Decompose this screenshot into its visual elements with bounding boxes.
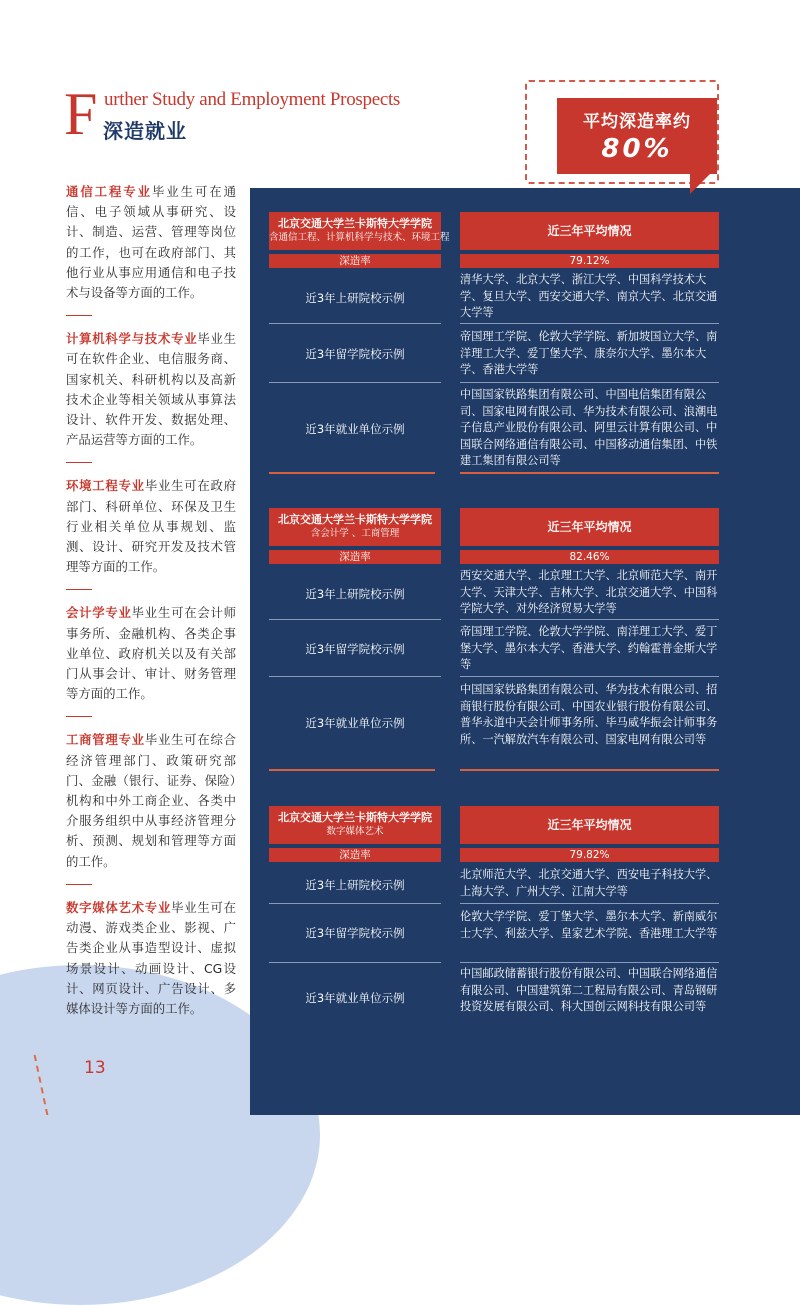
row-text: 帝国理工学院、伦敦大学学院、南洋理工大学、爱丁堡大学、墨尔本大学、香港大学、约翰霍普金斯大学等 — [460, 625, 718, 671]
row-label: 近3年上研院校示例 — [305, 587, 405, 601]
row-divider — [269, 323, 441, 324]
row-divider — [269, 382, 441, 383]
school-stats-block — [269, 212, 719, 477]
row-divider — [269, 903, 441, 904]
row-label: 近3年留学院校示例 — [305, 347, 405, 361]
major-name: 计算机科学与技术专业 — [66, 331, 198, 347]
school-name: 北京交通大学兰卡斯特大学学院 — [278, 811, 432, 824]
row-divider — [460, 903, 719, 904]
title-english: urther Study and Employment Prospects — [104, 89, 401, 110]
avg-header: 近三年平均情况 — [460, 508, 719, 546]
block-bottom-bar — [460, 472, 719, 474]
major-name: 环境工程专业 — [66, 478, 145, 494]
majors-description-list — [66, 182, 236, 1019]
major-name: 会计学专业 — [66, 605, 132, 621]
row-text: 清华大学、北京大学、浙江大学、中国科学技术大学、复旦大学、西安交通大学、南京大学、北京交通大学等 — [460, 273, 718, 319]
school-header — [269, 212, 450, 250]
major-desc: 毕业生可在综合经济管理部门、政策研究部门、金融（银行、证券、保险）机构和中外工商企业、各类中介服务组织中从事经济管理分析、预测、规划和管理等方面的工作。 — [66, 732, 237, 869]
major-item — [66, 476, 236, 577]
major-item — [66, 182, 236, 303]
major-desc: 毕业生可在会计师事务所、金融机构、各类企事业单位、政府机关以及有关部门从事会计、审计、财务管理等方面的工作。 — [66, 605, 237, 702]
school-name: 北京交通大学兰卡斯特大学学院 — [278, 513, 432, 526]
row-label: 近3年留学院校示例 — [305, 642, 405, 656]
school-majors: 数字媒体艺术 — [326, 826, 384, 837]
block-bottom-bar — [269, 472, 435, 474]
row-label: 近3年留学院校示例 — [305, 926, 405, 940]
avg-header: 近三年平均情况 — [460, 806, 719, 844]
row-divider — [269, 619, 441, 620]
school-name: 北京交通大学兰卡斯特大学学院 — [278, 217, 432, 230]
row-divider — [269, 962, 441, 963]
row-text: 帝国理工学院、伦敦大学学院、新加坡国立大学、南洋理工大学、爱丁堡大学、康奈尔大学、墨尔本大学、香港大学等 — [460, 330, 718, 376]
school-header — [269, 806, 441, 844]
school-majors: 含通信工程、计算机科学与技术、环境工程 — [269, 232, 450, 243]
row-label: 近3年就业单位示例 — [305, 991, 405, 1005]
row-text: 伦敦大学学院、爱丁堡大学、墨尔本大学、新南威尔士大学、利兹大学、皇家艺术学院、香港理工大学等 — [460, 910, 718, 940]
row-divider — [460, 382, 719, 383]
separator — [66, 716, 92, 717]
title-chinese: 深造就业 — [103, 119, 187, 143]
rate-value: 79.12% — [460, 254, 719, 268]
major-name: 数字媒体艺术专业 — [66, 899, 172, 915]
block-bottom-bar — [460, 769, 719, 771]
row-label: 近3年就业单位示例 — [305, 422, 405, 436]
rate-badge-value: 80% — [601, 134, 673, 164]
block-bottom-bar — [269, 769, 435, 771]
row-label: 近3年上研院校示例 — [305, 291, 405, 305]
row-label: 近3年上研院校示例 — [305, 878, 405, 892]
row-divider — [460, 619, 719, 620]
row-label: 近3年就业单位示例 — [305, 716, 405, 730]
separator — [66, 315, 92, 316]
row-text: 中国邮政储蓄银行股份有限公司、中国联合网络通信有限公司、中国建筑第二工程局有限公司、青岛钢研投资发展有限公司、科大国创云网科技有限公司等 — [460, 967, 718, 1013]
rate-label: 深造率 — [269, 254, 441, 268]
row-text: 西安交通大学、北京理工大学、北京师范大学、南开大学、天津大学、吉林大学、北京交通大学、中国科学院大学、对外经济贸易大学等 — [460, 569, 718, 615]
separator — [66, 462, 92, 463]
row-text: 中国国家铁路集团有限公司、华为技术有限公司、招商银行股份有限公司、中国农业银行股份有限公司、普华永道中天会计师事务所、毕马威华振会计师事务所、一汽解放汽车有限公司、国家电网有限公司等 — [460, 683, 718, 746]
major-name: 通信工程专业 — [66, 184, 152, 199]
major-item — [66, 730, 236, 871]
rate-badge-tail — [690, 170, 714, 194]
rate-label: 深造率 — [269, 848, 441, 862]
avg-header: 近三年平均情况 — [460, 212, 719, 250]
row-divider — [460, 962, 719, 963]
major-item — [66, 329, 236, 450]
rate-value: 82.46% — [460, 550, 719, 564]
school-header — [269, 508, 441, 546]
separator — [66, 884, 92, 885]
rate-badge — [557, 98, 717, 174]
title-initial: F — [64, 81, 98, 147]
rate-value: 79.82% — [460, 848, 719, 862]
row-divider — [269, 676, 441, 677]
major-desc: 毕业生可在通信、电子领域从事研究、设计、制造、运营、管理等岗位的工作，也可在政府部门、其他行业从事应用通信和电子技术与设备等方面的工作。 — [66, 184, 236, 301]
major-item — [66, 603, 236, 704]
school-majors: 含会计学 、工商管理 — [310, 528, 400, 539]
major-desc: 毕业生可在政府部门、科研单位、环保及卫生行业相关单位从事规划、监测、设计、研究开发及技术管理等方面的工作。 — [66, 478, 237, 575]
page-number: 13 — [84, 1058, 106, 1078]
row-text: 中国国家铁路集团有限公司、中国电信集团有限公司、国家电网有限公司、华为技术有限公司、浪潮电子信息产业股份有限公司、阿里云计算有限公司、中国联合网络通信有限公司、中国移动通信集团、中铁建工集团有限公司等 — [460, 388, 718, 467]
row-divider — [460, 676, 719, 677]
separator — [66, 589, 92, 590]
rate-badge-title: 平均深造率约 — [583, 112, 691, 132]
rate-label: 深造率 — [269, 550, 441, 564]
major-item — [66, 898, 236, 1019]
major-name: 工商管理专业 — [66, 732, 145, 748]
school-stats-block — [269, 806, 719, 1046]
major-desc: 毕业生可在软件企业、电信服务商、国家机关、科研机构以及高新技术企业等相关领域从事算法设计、软件开发、数据处理、产品运营等方面的工作。 — [66, 331, 237, 448]
major-desc: 毕业生可在动漫、游戏类企业、影视、广告类企业从事造型设计、虚拟场景设计、动画设计、CG设计、网页设计、广告设计、多媒体设计等方面的工作。 — [66, 899, 237, 1016]
school-stats-block — [269, 508, 719, 773]
row-text: 北京师范大学、北京交通大学、西安电子科技大学、上海大学、广州大学、江南大学等 — [460, 868, 718, 898]
row-divider — [460, 323, 719, 324]
